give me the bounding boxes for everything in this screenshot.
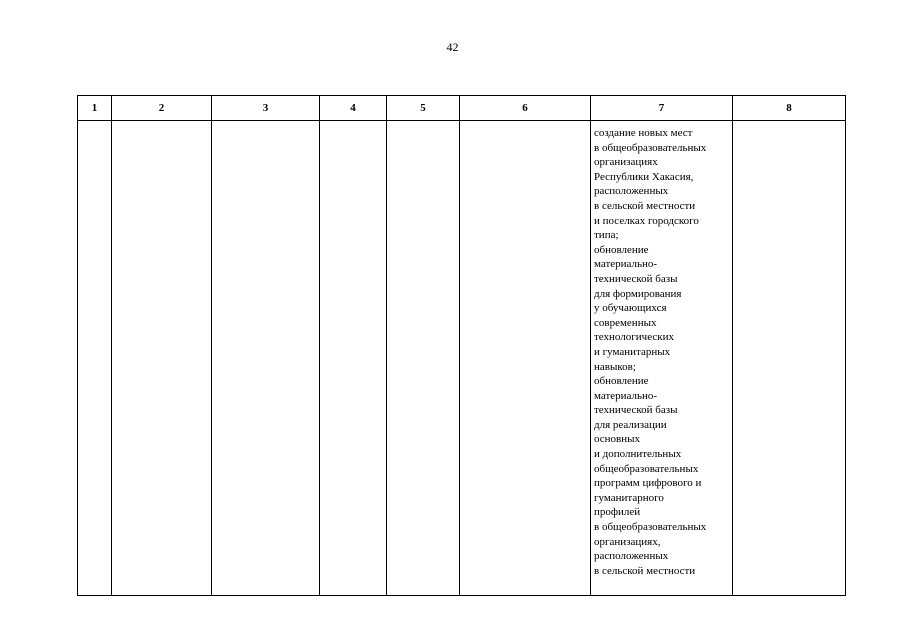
cell-col3-text [212,121,319,126]
cell-col6-text [460,121,590,126]
cell-col6 [460,121,591,596]
cell-col1 [78,121,112,596]
column-header-6: 6 [460,96,591,121]
cell-col8-text [733,121,845,126]
cell-col4 [320,121,387,596]
column-header-3: 3 [212,96,320,121]
column-header-5: 5 [387,96,460,121]
cell-col8 [733,121,846,596]
table-row [78,121,846,596]
column-header-4: 4 [320,96,387,121]
column-header-8: 8 [733,96,846,121]
table-header-row [78,96,846,121]
cell-col3 [212,121,320,596]
column-header-1: 1 [78,96,112,121]
column-header-7: 7 [591,96,733,121]
column-header-2: 2 [112,96,212,121]
cell-col4-text [320,121,386,126]
cell-col1-text [78,121,111,126]
cell-col2 [112,121,212,596]
document-table [77,95,846,596]
cell-col7 [591,121,733,596]
cell-col7-text: создание новых мест в общеобразовательных организациях Республики Хакасия, расположенных в сельской местности и поселках городского типа; обновление материально- технической базы для формирования у обучающихся современных технологических и гуманитарных навыков; обновление материально- технической базы для реализации основных и дополнительных общеобразовательных программ цифрового и гуманитарного профилей в общеобразовательных организациях, расположенных в сельской местности [594,127,707,577]
page-number: 42 [446,40,459,54]
cell-col2-text [112,121,211,126]
cell-col5-text [387,121,459,126]
cell-col5 [387,121,460,596]
